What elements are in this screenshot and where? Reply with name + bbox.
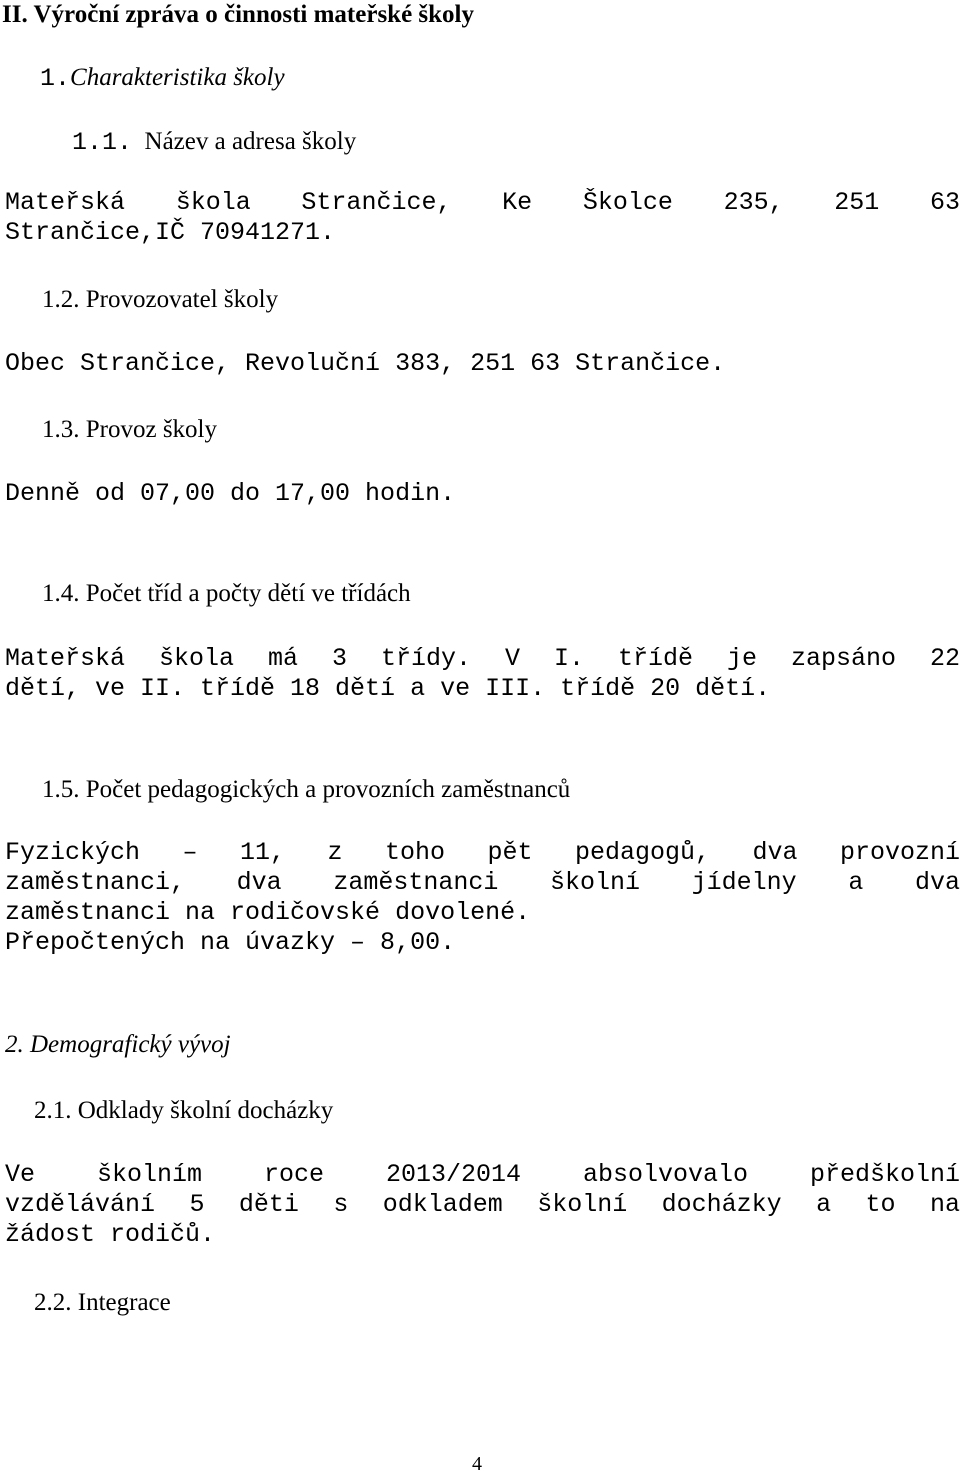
- subsection-1-1-body: [5, 188, 960, 248]
- subsection-1-4-number: 1.4.: [42, 580, 80, 607]
- body-line: zaměstnanci na rodičovské dovolené.: [5, 898, 531, 927]
- body-line: Přepočtených na úvazky – 8,00.: [5, 928, 456, 957]
- body-line: Fyzických – 11, z toho pět pedagogů, dva provozní: [5, 838, 960, 867]
- subsection-1-3-number: 1.3.: [42, 416, 80, 443]
- subsection-2-2-number: 2.2.: [34, 1289, 72, 1316]
- subsection-1-4-heading: [42, 579, 411, 609]
- section-2-number: 2.: [5, 1031, 24, 1058]
- body-line: Mateřská škola má 3 třídy. V I. třídě je zapsáno 22: [5, 644, 960, 673]
- section-1-number: 1.: [40, 64, 71, 93]
- subsection-2-2-title: Integrace: [77, 1289, 171, 1316]
- subsection-1-2-number: 1.2.: [42, 286, 80, 313]
- page-number: 4: [472, 1453, 482, 1475]
- subsection-2-1-body: [5, 1160, 960, 1250]
- subsection-1-4-body: [5, 644, 960, 704]
- subsection-1-1-title: Název a adresa školy: [144, 128, 357, 155]
- subsection-1-2-title: Provozovatel školy: [85, 286, 279, 313]
- section-2-title: Demografický vývoj: [30, 1031, 231, 1058]
- subsection-1-1-heading: [72, 127, 356, 158]
- subsection-1-2-body: [5, 349, 725, 379]
- subsection-1-5-heading: [42, 775, 570, 805]
- body-line: Ve školním roce 2013/2014 absolvovalo předškolní: [5, 1160, 960, 1189]
- subsection-1-3-heading: [42, 415, 217, 445]
- main-heading: II. Výroční zpráva o činnosti mateřské školy: [2, 1, 474, 28]
- subsection-1-5-title: Počet pedagogických a provozních zaměstnanců: [85, 776, 571, 803]
- subsection-1-1-number: 1.1.: [72, 128, 133, 157]
- body-line: dětí, ve II. třídě 18 dětí a ve III. třídě 20 dětí.: [5, 674, 771, 703]
- subsection-2-1-number: 2.1.: [34, 1097, 72, 1124]
- subsection-1-5-number: 1.5.: [42, 776, 80, 803]
- body-line: Obec Strančice, Revoluční 383, 251 63 Strančice.: [5, 349, 726, 378]
- subsection-1-2-heading: [42, 285, 278, 315]
- subsection-1-4-title: Počet tříd a počty dětí ve třídách: [85, 580, 411, 607]
- section-1-heading: [40, 63, 285, 94]
- subsection-2-1-title: Odklady školní docházky: [77, 1097, 334, 1124]
- body-line: Denně od 07,00 do 17,00 hodin.: [5, 479, 456, 508]
- subsection-2-2-heading: [34, 1288, 171, 1318]
- section-2-heading: [5, 1030, 231, 1060]
- body-line: Mateřská škola Strančice, Ke Školce 235, 251 63: [5, 188, 960, 217]
- body-line: vzdělávání 5 děti s odkladem školní docházky a to na: [5, 1190, 960, 1219]
- subsection-1-3-body: [5, 479, 455, 509]
- subsection-2-1-heading: [34, 1096, 333, 1126]
- section-1-title: Charakteristika školy: [70, 64, 285, 91]
- body-line: žádost rodičů.: [5, 1220, 216, 1249]
- subsection-1-5-body: [5, 838, 960, 958]
- subsection-1-3-title: Provoz školy: [85, 416, 217, 443]
- body-line: Strančice,IČ 70941271.: [5, 218, 336, 247]
- body-line: zaměstnanci, dva zaměstnanci školní jídelny a dva: [5, 868, 960, 897]
